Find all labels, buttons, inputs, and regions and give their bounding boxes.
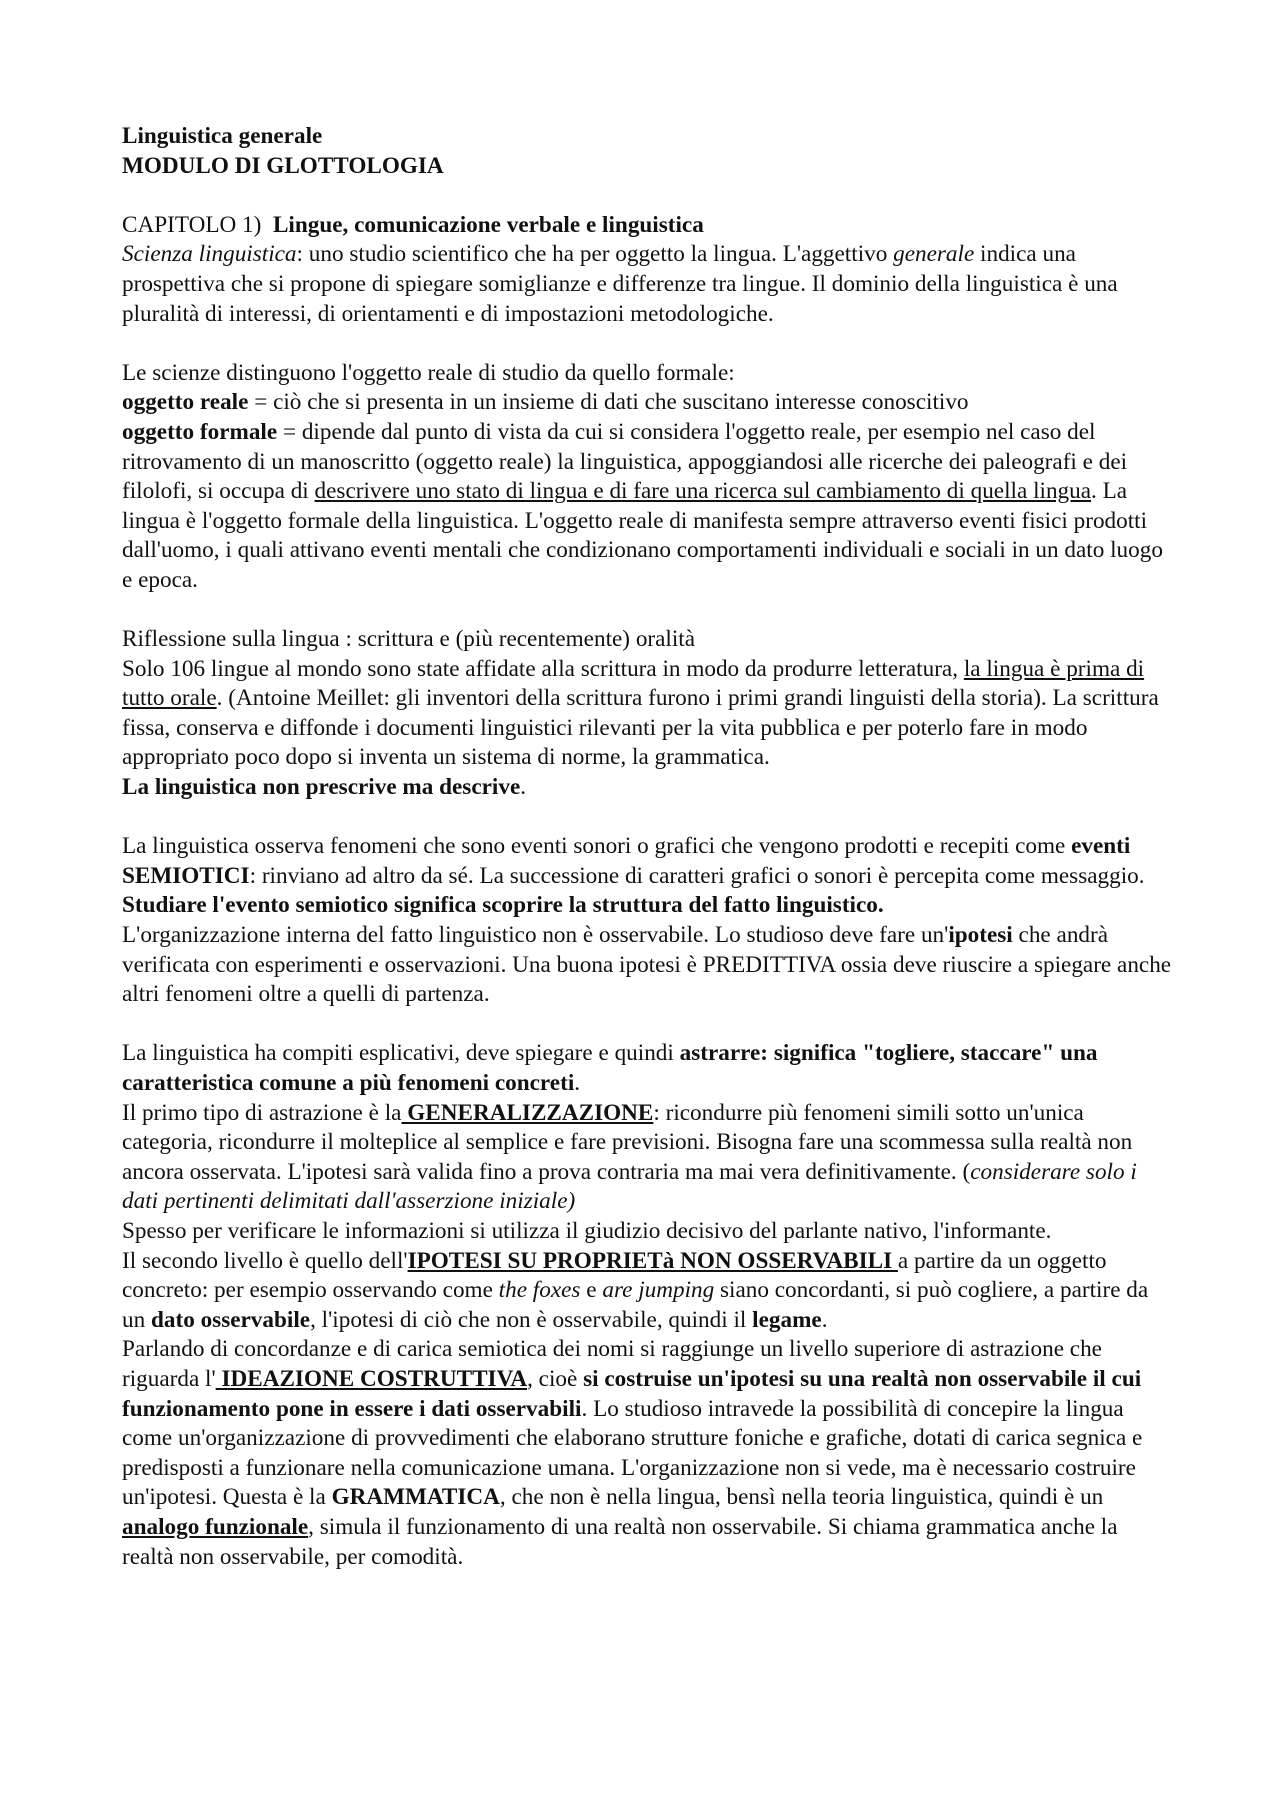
paragraph — [122, 773, 1172, 803]
text-run: IPOTESI SU PROPRIETà NON OSSERVABILI — [407, 1247, 898, 1274]
text-run: Le scienze distinguono l'oggetto reale di studio da quello formale: — [122, 359, 735, 386]
text-run: , simula il funzionamento di una realtà non osservabile. Si chiama grammatica anche la realtà non osservabile, per comodità. — [122, 1513, 1118, 1570]
text-run: siano concordanti, si può cogliere, a partire da un — [122, 1277, 1149, 1333]
body-text — [122, 240, 1172, 1572]
text-run: Il secondo livello è quello dell' — [122, 1247, 408, 1274]
text-run: a partire da un oggetto concreto: per esempio osservando come — [122, 1247, 1107, 1304]
text-run: Solo 106 lingue al mondo sono state affidate alla scrittura in modo da produrre letteratura, — [122, 655, 964, 682]
text-run: Spesso per verificare le informazioni si utilizza il giudizio decisivo del parlante nativo, l'informante. — [122, 1217, 1052, 1244]
text-run: La linguistica ha compiti esplicativi, deve spiegare e quindi — [122, 1040, 680, 1067]
text-run: oggetto reale — [122, 389, 249, 416]
text-run: L'organizzazione interna del fatto linguistico non è osservabile. Lo studioso deve fare un' — [122, 922, 949, 949]
paragraph — [122, 891, 1172, 921]
text-run: La linguistica non prescrive ma descrive — [122, 774, 521, 801]
text-run: descrivere uno stato di lingua e di fare una ricerca sul cambiamento di quella lingua — [314, 478, 1092, 505]
text-run: . (Antoine Meillet: gli inventori della scrittura furono i primi grandi linguisti della storia). La scrittura fissa, conserva e diffonde i documenti linguistici rilevanti per la vita pubblica e per poterlo fare in modo appropriato poco dopo si inventa un sistema di norme, la grammatica. — [122, 685, 1159, 771]
paragraph — [122, 418, 1172, 596]
text-run: Scienza linguistica — [122, 241, 297, 268]
text-run: . — [574, 1070, 581, 1096]
text-run: . — [520, 774, 527, 801]
text-run: GRAMMATICA — [331, 1484, 500, 1511]
paragraph-spacer — [122, 181, 1172, 211]
text-run: oggetto formale — [122, 418, 278, 445]
paragraph — [122, 1099, 1172, 1217]
text-run: : uno studio scientifico che ha per oggetto la lingua. L'aggettivo — [296, 241, 894, 268]
paragraph-spacer — [122, 329, 1172, 359]
paragraph — [122, 359, 1172, 389]
paragraph-spacer — [122, 803, 1172, 833]
text-run: , cioè — [527, 1365, 584, 1392]
paragraph — [122, 832, 1172, 891]
paragraph — [122, 1039, 1172, 1098]
paragraph — [122, 1247, 1172, 1336]
text-run: Parlando di concordanze e di carica semiotica dei nomi si raggiunge un livello superiore di astrazione che riguarda l' — [122, 1336, 1102, 1392]
text-run: generale — [893, 241, 975, 268]
text-run: Il primo tipo di astrazione è la — [122, 1099, 402, 1126]
text-run: . Lo studioso intravede la possibilità di concepire la lingua come un'organizzazione di provvedimenti che elaborano strutture foniche e grafiche, dotati di carica segnica e predisposti a funzionare nella comunicazione umana. L'organizzazione non si vede, ma è necessario costruire un'ipotesi. Questa è la — [122, 1395, 1143, 1511]
paragraph — [122, 921, 1172, 1010]
paragraph-spacer — [122, 596, 1172, 626]
text-run: the foxes — [498, 1277, 581, 1304]
paragraph — [122, 388, 1172, 418]
text-run: are jumping — [602, 1277, 715, 1304]
chapter-prefix: CAPITOLO 1) — [122, 211, 273, 238]
paragraph — [122, 240, 1172, 329]
text-run: . — [821, 1306, 828, 1333]
text-run: astrarre: significa "togliere, staccare" una caratteristica comune a più fenomeni concreti — [122, 1040, 1098, 1096]
text-run: considerare solo i dati pertinenti delimitati dall'asserzione iniziale) — [122, 1158, 1137, 1215]
paragraph — [122, 625, 1172, 655]
paragraph — [122, 1335, 1172, 1572]
text-run: : rinviano ad altro da sé. La successione di caratteri grafici o sonori è percepita come messaggio. — [249, 862, 1145, 889]
text-run: : ricondurre più fenomeni simili sotto un'unica categoria, ricondurre il molteplice al semplice e fare previsioni. Bisogna fare una scommessa sulla realtà non ancora osservata. L'ipotesi sarà valida fino a prova contraria ma mai vera definitivamente. ( — [122, 1099, 1133, 1185]
text-run: IDEAZIONE COSTRUTTIVA — [215, 1365, 528, 1392]
text-run: , l'ipotesi di ciò che non è osservabile, quindi il — [310, 1306, 753, 1333]
text-run: si costruise un'ipotesi su una realtà non osservabile il cui funzionamento pone in essere i dati osservabili — [122, 1365, 1142, 1422]
text-run: dato osservabile — [150, 1306, 311, 1333]
text-run: Studiare l'evento semiotico significa scoprire la struttura del fatto linguistico. — [122, 892, 884, 919]
paragraph-spacer — [122, 1010, 1172, 1040]
text-run: , che non è nella lingua, bensì nella teoria linguistica, quindi è un — [499, 1484, 1104, 1511]
chapter-title: Lingue, comunicazione verbale e linguistica — [272, 211, 704, 238]
text-run: = dipende dal punto di vista da cui si considera l'oggetto reale, per esempio nel caso del ritrovamento di un manoscritto (oggetto reale) la linguistica, appoggiandosi alle ricerche dei paleografi e dei filolofi, si occupa di — [122, 418, 1128, 505]
text-run: indica una prospettiva che si propone di spiegare somiglianze e differenze tra lingue. Il dominio della linguistica è una pluralità di interessi, di orientamenti e di impostazioni metodologiche. — [122, 241, 1118, 327]
text-run: eventi SEMIOTICI — [122, 833, 1131, 889]
text-run: . La lingua è l'oggetto formale della linguistica. L'oggetto reale di manifesta sempre attraverso eventi fisici prodotti dall'uomo, i quali attivano eventi mentali che condizionano comportamenti individuali e sociali in un dato luogo e epoca. — [122, 478, 1163, 593]
document-title: Linguistica generale — [122, 123, 323, 149]
text-run: la lingua è prima di tutto orale — [122, 655, 1145, 712]
text-run: La linguistica osserva fenomeni che sono eventi sonori o grafici che vengono prodotti e recepiti come — [122, 833, 1072, 860]
text-run: = ciò che si presenta in un insieme di dati che suscitano interesse conoscitivo — [248, 389, 969, 416]
text-run: ipotesi — [948, 922, 1013, 949]
paragraph — [122, 1217, 1172, 1247]
chapter-heading — [122, 211, 1172, 241]
text-run: analogo funzionale — [122, 1513, 309, 1540]
text-run: legame — [752, 1306, 822, 1333]
document-page — [122, 122, 1172, 1572]
text-run: GENERALIZZAZIONE — [401, 1099, 654, 1126]
paragraph — [122, 655, 1172, 773]
module-title: MODULO DI GLOTTOLOGIA — [122, 152, 444, 179]
text-run: Riflessione sulla lingua : scrittura e (più recentemente) oralità — [122, 626, 696, 653]
text-run: e — [580, 1277, 603, 1304]
text-run: che andrà verificata con esperimenti e osservazioni. Una buona ipotesi è PREDITTIVA ossia deve riuscire a spiegare anche altri fenomeni oltre a quelli di partenza. — [122, 922, 1172, 1008]
